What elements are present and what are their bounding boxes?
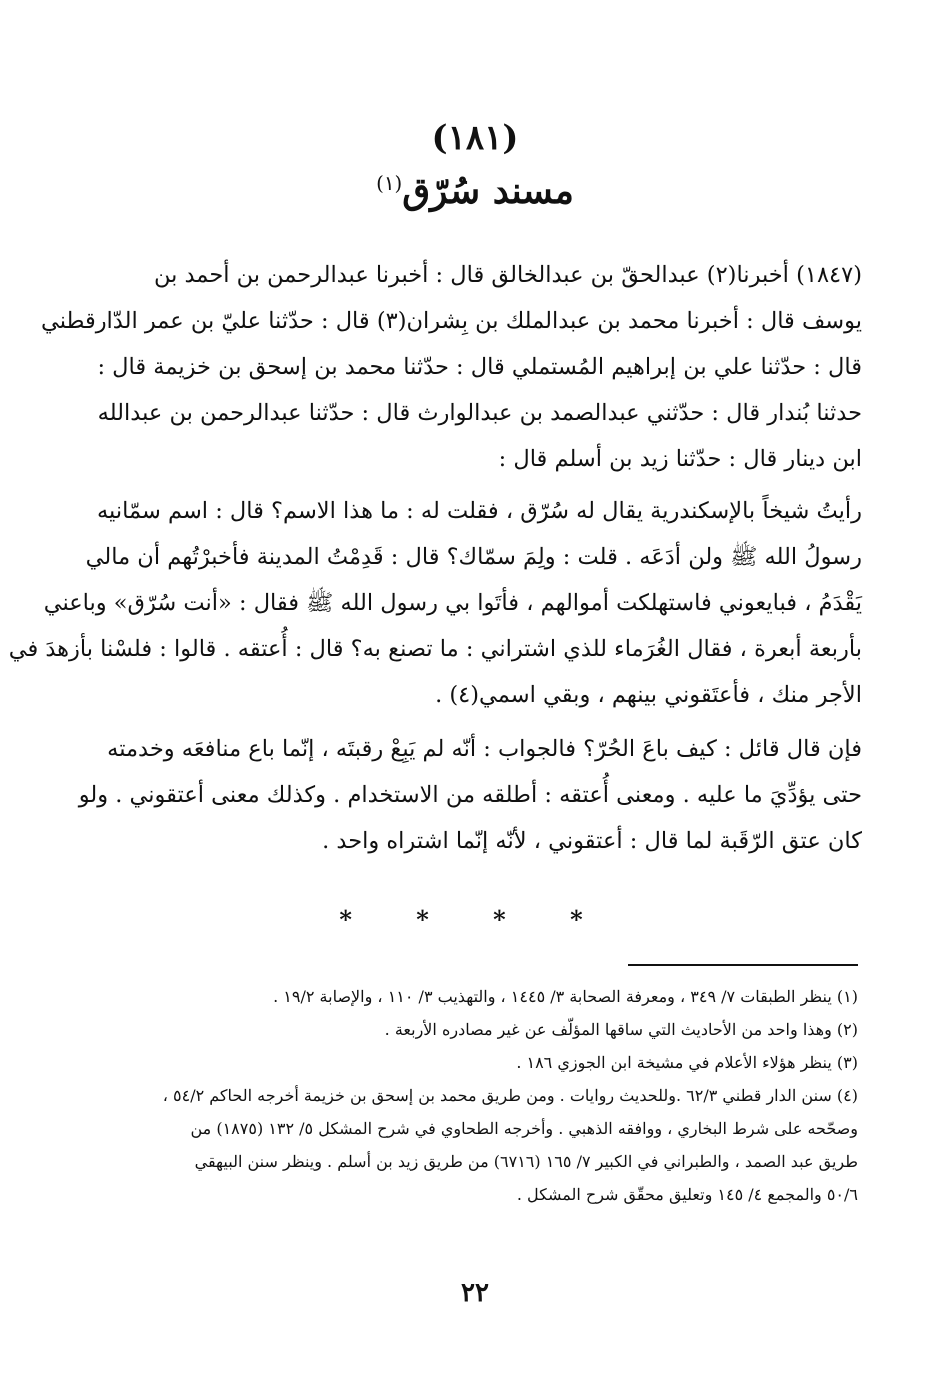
footnote-continuation: ٥٠/٦ والمجمع ٤/ ١٤٥ وتعليق محقّق شرح المشكل . xyxy=(516,1185,858,1204)
text-line: بأربعة أبعرة ، فقال الغُرَماء للذي اشتراني : ما تصنع به؟ قال : أُعتقه . قالوا : فلسْنا بأزهدَ في xyxy=(8,636,862,662)
matn-paragraph xyxy=(8,488,862,718)
footnote: (١) ينظر الطبقات ٧/ ٣٤٩ ، ومعرفة الصحابة ٣/ ١٤٤٥ ، والتهذيب ٣/ ١١٠ ، والإصابة ١٩/٢ . xyxy=(273,987,858,1006)
text-line: رأيتُ شيخاً بالإسكندرية يقال له سُرّق ، فقلت له : ما هذا الاسم؟ قال : اسم سمّانيه xyxy=(96,498,862,524)
text-line: حدثنا بُندار قال : حدّثني عبدالصمد بن عبدالوارث قال : حدّثنا عبدالرحمن بن عبدالله xyxy=(97,400,862,426)
section-separator: * * * * xyxy=(339,905,611,934)
page-number: ٢٢ xyxy=(461,1278,489,1308)
footnote-continuation: طريق عبد الصمد ، والطبراني في الكبير ٧/ ١٦٥ (٦٧١٦) من طريق زيد بن أسلم . وينظر سنن البيهقي xyxy=(194,1152,858,1171)
text-line: فإن قال قائل : كيف باعَ الحُرّ؟ فالجواب : أنّه لم يَبِعْ رقبتَه ، إنّما باع منافعَه وخدمته xyxy=(107,736,862,762)
text-line: حتى يؤدِّيَ ما عليه . ومعنى أُعتقه : أطلقه من الاستخدام . وكذلك معنى أعتقوني . ولو xyxy=(78,782,862,808)
footnote-ref: (١) xyxy=(376,172,403,195)
section-title-text: مسند سُرّق xyxy=(402,170,574,212)
text-line: (١٨٤٧) أخبرنا(٢) عبدالحقّ بن عبدالخالق قال : أخبرنا عبدالرحمن بن أحمد بن xyxy=(153,262,862,288)
isnad-paragraph xyxy=(40,252,862,482)
section-title xyxy=(0,170,950,212)
text-line: ابن دينار قال : حدّثنا زيد بن أسلم قال : xyxy=(498,446,862,472)
commentary-paragraph xyxy=(78,726,862,864)
footnote: (٤) سنن الدار قطني ٦٢/٣ .وللحديث روايات . ومن طريق محمد بن إسحق بن خزيمة أخرجه الحاكم ٥٤/٢ ، xyxy=(162,1086,858,1105)
footnote: (٢) وهذا واحد من الأحاديث التي ساقها المؤلّف عن غير مصادره الأربعة . xyxy=(384,1020,858,1039)
footnote-continuation: وصحّحه على شرط البخاري ، ووافقه الذهبي . وأخرجه الطحاوي في شرح المشكل ٥/ ١٣٢ (١٨٧٥) من xyxy=(190,1119,858,1138)
text-line: قال : حدّثنا علي بن إبراهيم المُستملي قال : حدّثنا محمد بن إسحق بن خزيمة قال : xyxy=(97,354,862,380)
text-line: الأجر منك ، فأعتَقوني بينهم ، وبقي اسمي(٤) . xyxy=(435,682,862,708)
footnote: (٣) ينظر هؤلاء الأعلام في مشيخة ابن الجوزي ١٨٦ . xyxy=(516,1053,858,1072)
footnotes xyxy=(88,980,858,1211)
text-line: يوسف قال : أخبرنا محمد بن عبدالملك بن بِشران(٣) قال : حدّثنا عليّ بن عمر الدّارقطني xyxy=(40,308,862,334)
text-line: يَقْدَمُ ، فبايعوني فاستهلكت أموالهم ، فأتَوا بي رسول الله ﷺ فقال : «أنت سُرّق» وباعني xyxy=(43,590,862,616)
text-line: رسولُ الله ﷺ ولن أدَعَه . قلت : ولِمَ سمّاك؟ قال : قَدِمْتُ المدينة فأخبرْتُهم أن مالي xyxy=(85,544,862,570)
hadith-number: (١٨١) xyxy=(431,118,519,158)
footnote-divider xyxy=(628,964,858,966)
text-line: كان عتق الرّقَبة لما قال : أعتقوني ، لأنّه إنّما اشتراه واحد . xyxy=(322,828,862,854)
